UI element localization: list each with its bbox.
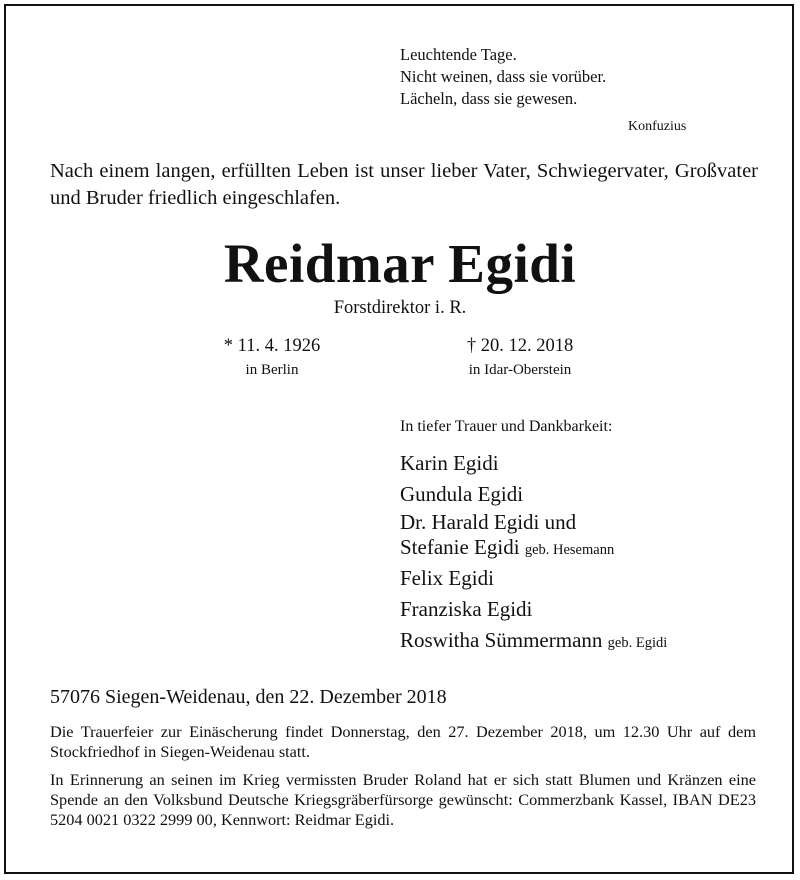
- mourner: [400, 625, 667, 659]
- death-place: in Idar-Oberstein: [468, 362, 572, 378]
- mourner: [400, 510, 667, 535]
- donation-notice: In Erinnerung an seinen im Krieg vermissten Bruder Roland hat er sich statt Blumen und Kränzen eine Spende an den Volksbund Deutsche Kriegsgräberfürsorge gewünscht: Commerzbank Kassel, IBAN DE23 5204 0021 0322 2999 00, Kennwort: Reidmar Egidi.: [50, 770, 756, 829]
- birth-info: [172, 334, 372, 380]
- funeral-notice: Die Trauerfeier zur Einäscherung findet Donnerstag, den 27. Dezember 2018, um 12.30 Uhr auf dem Stockfriedhof in Siegen-Weidenau statt.: [50, 722, 756, 761]
- mourner-name: Karin Egidi: [400, 451, 499, 475]
- mourner-name: Stefanie Egidi: [400, 535, 520, 559]
- death-info: [420, 334, 620, 380]
- mourner-name: Gundula Egidi: [400, 482, 524, 506]
- mourners-list: [400, 448, 667, 659]
- mourner-nee: geb. Hesemann: [524, 542, 615, 558]
- mourners-intro: In tiefer Trauer und Dankbarkeit:: [400, 418, 613, 435]
- poem-author: Konfuzius: [628, 119, 687, 134]
- poem-line: Leuchtende Tage.: [400, 45, 517, 64]
- mourner: [400, 594, 667, 625]
- mourner-name: Franziska Egidi: [400, 597, 533, 621]
- mourner: [400, 448, 667, 479]
- mourner: [400, 479, 667, 510]
- mourner: [400, 535, 667, 563]
- mourner-name: Dr. Harald Egidi und: [400, 510, 577, 534]
- deceased-name: Reidmar Egidi: [223, 233, 577, 294]
- mourner: [400, 563, 667, 594]
- mourner-name: Roswitha Sümmermann: [400, 628, 603, 652]
- poem: [400, 44, 606, 110]
- intro-text: Nach einem langen, erfüllten Leben ist unser lieber Vater, Schwiegervater, Großvater und Bruder friedlich eingeschlafen.: [50, 160, 758, 209]
- poem-line: Lächeln, dass sie gewesen.: [400, 89, 578, 108]
- death-date: † 20. 12. 2018: [466, 336, 574, 356]
- place-date: 57076 Siegen-Weidenau, den 22. Dezember 2018: [50, 686, 447, 708]
- deceased-title: Forstdirektor i. R.: [333, 298, 467, 318]
- mourner-name: Felix Egidi: [400, 566, 494, 590]
- birth-date: * 11. 4. 1926: [223, 336, 321, 356]
- mourner-nee: geb. Egidi: [607, 635, 668, 651]
- poem-line: Nicht weinen, dass sie vorüber.: [400, 67, 607, 86]
- birth-place: in Berlin: [245, 362, 299, 378]
